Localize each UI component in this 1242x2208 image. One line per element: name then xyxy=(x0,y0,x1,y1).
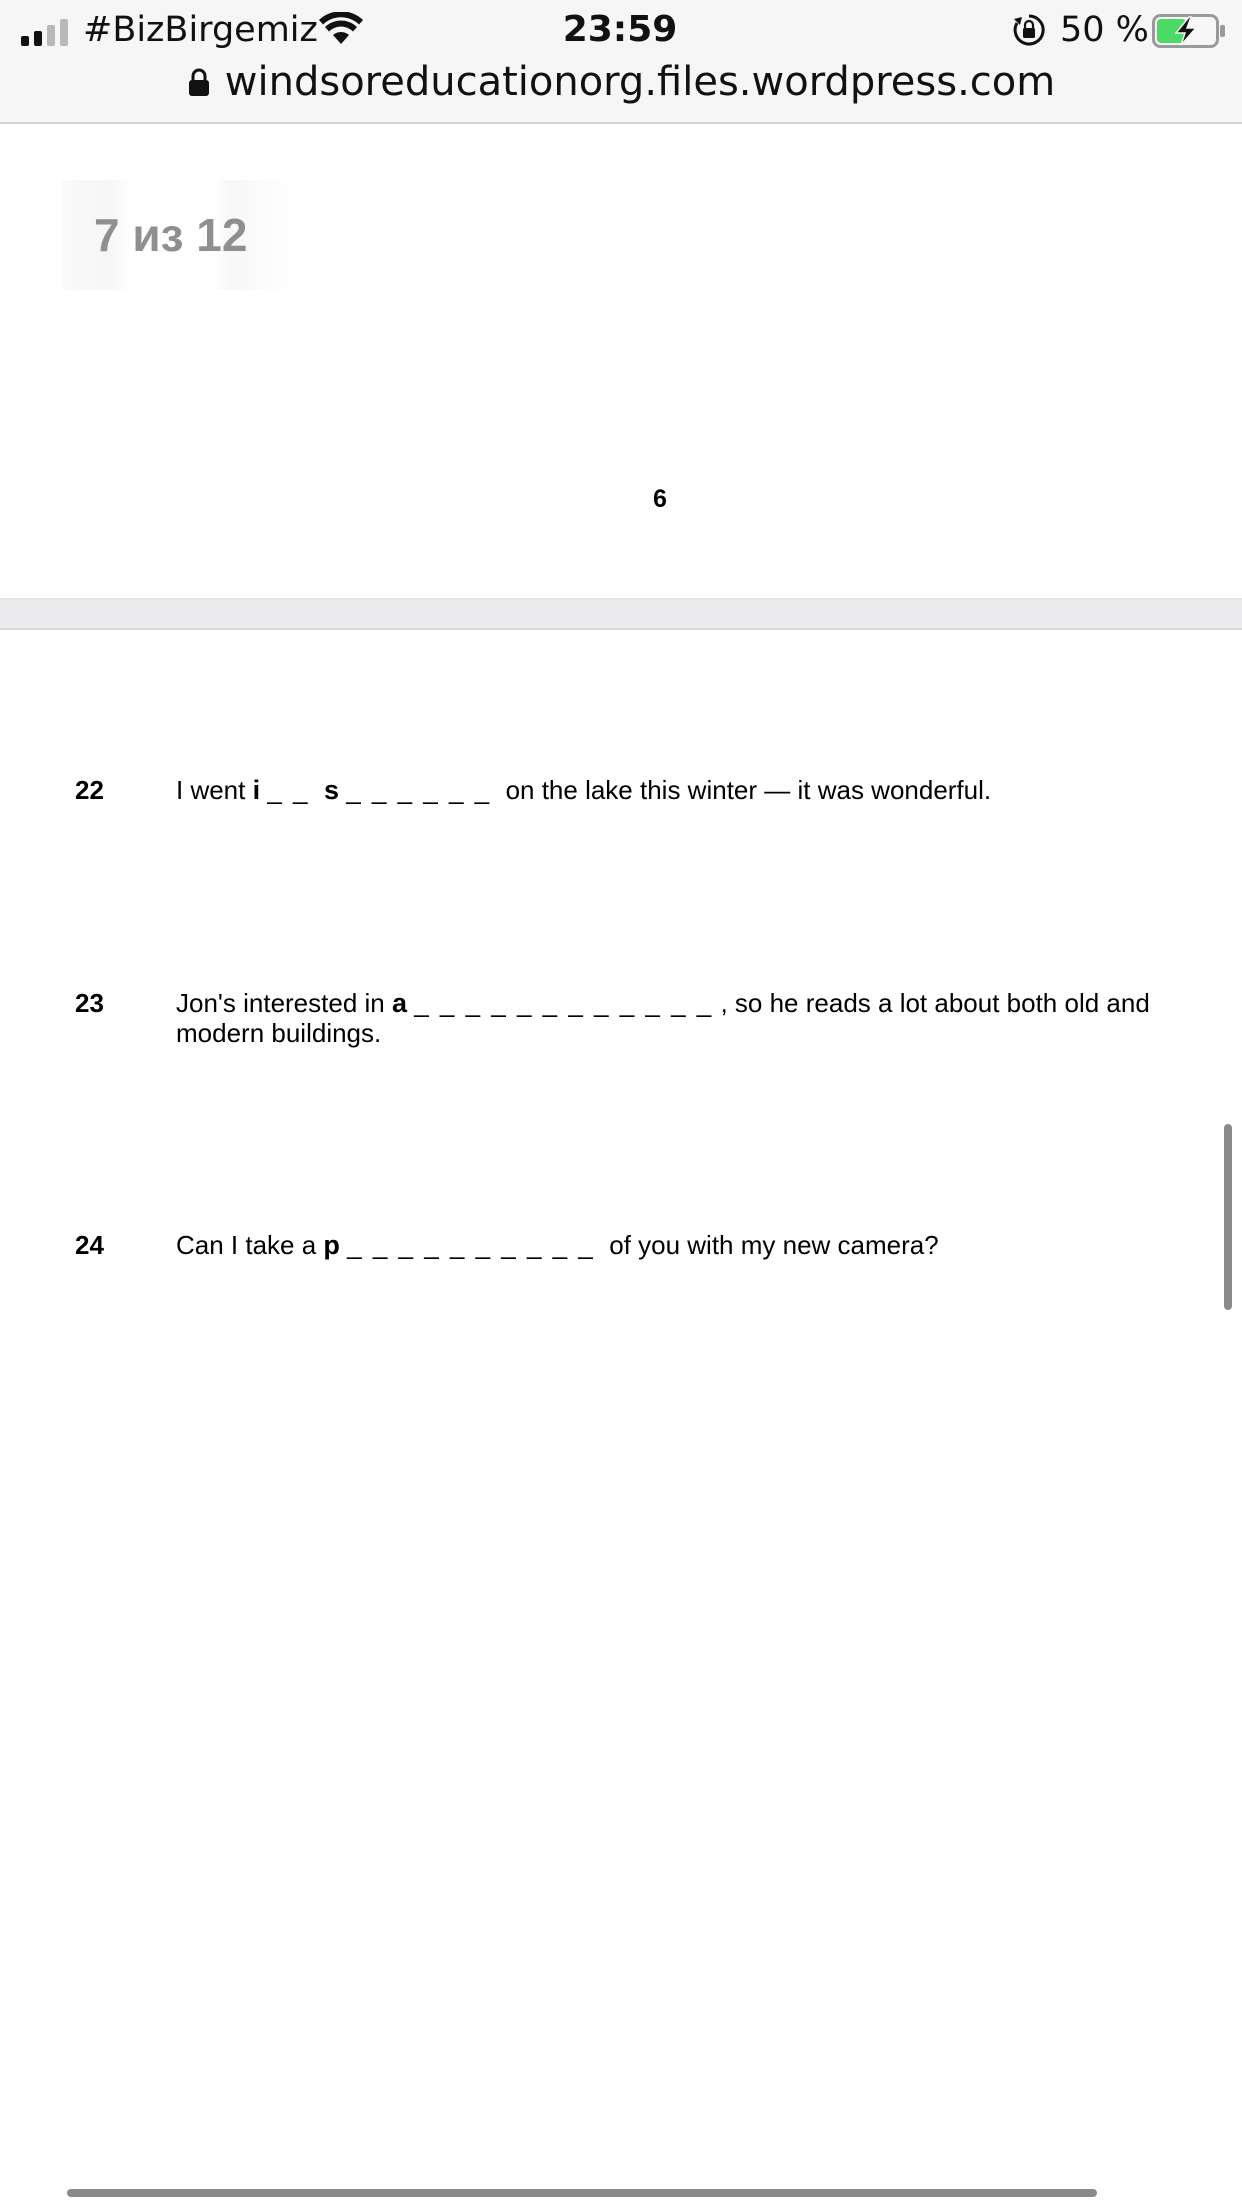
page-separator xyxy=(0,598,1242,630)
question-text-part: of you with my new camera? xyxy=(609,1230,939,1260)
answer-initial-letter: p xyxy=(323,1230,340,1260)
battery-charging-icon xyxy=(1152,14,1226,48)
answer-blank: _ _ _ _ _ _ xyxy=(346,775,492,805)
answer-blank: _ _ _ _ _ _ _ _ _ _ _ _ xyxy=(414,988,714,1018)
answer-blank: _ _ _ _ _ _ _ _ _ _ xyxy=(347,1230,595,1260)
carrier-name: #BizBirgemiz xyxy=(83,10,318,50)
question-text-part: on the lake this winter — it was wonderful. xyxy=(505,775,992,805)
status-clock: 23:59 xyxy=(562,9,678,50)
url-text: windsoreducationorg.files.wordpress.com xyxy=(224,59,1056,105)
question-number: 23 xyxy=(75,988,104,1018)
vertical-scrollbar[interactable] xyxy=(1224,1124,1232,1310)
answer-initial-letter: a xyxy=(391,988,408,1018)
orientation-lock-icon xyxy=(1012,13,1046,47)
address-bar[interactable] xyxy=(0,58,1242,108)
question-number: 24 xyxy=(75,1230,104,1260)
battery-percentage: 50 % xyxy=(1060,10,1149,50)
lock-icon xyxy=(187,67,211,97)
question-text-part: I went xyxy=(176,775,253,805)
question-text xyxy=(176,1230,1226,1260)
page-indicator: 7 из 12 xyxy=(62,180,294,290)
answer-initial-letter: s xyxy=(323,775,339,805)
status-bar xyxy=(0,0,1242,62)
cellular-signal-icon xyxy=(21,18,73,46)
question-number: 22 xyxy=(75,775,104,805)
answer-initial-letter: i xyxy=(252,775,261,805)
wifi-icon xyxy=(318,12,364,46)
answer-blank: _ _ xyxy=(267,775,310,805)
footer-page-number: 6 xyxy=(653,485,667,513)
question-text-part: Jon's interested in xyxy=(176,988,392,1018)
question-text xyxy=(176,775,1226,805)
question-text xyxy=(176,988,1226,1048)
browser-top-bar xyxy=(0,0,1242,124)
horizontal-scrollbar[interactable] xyxy=(67,2189,1097,2197)
question-text-part: Can I take a xyxy=(176,1230,324,1260)
question-text-part: , so he reads a lot about both old and modern buildings. xyxy=(176,988,1150,1048)
